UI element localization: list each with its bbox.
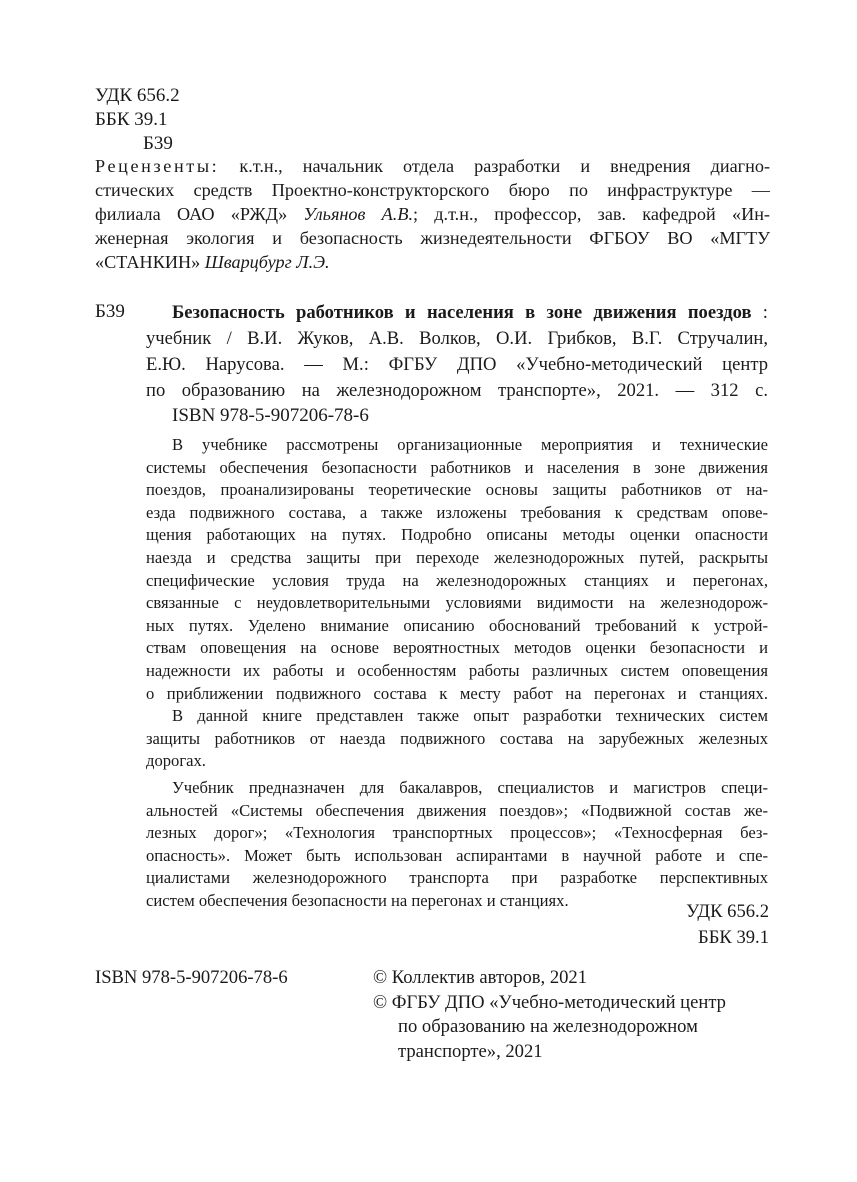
abstract-p3-line: альностей «Системы обеспечения движения поездов»; «Подвижной состав же- bbox=[146, 800, 768, 820]
book-title: Безопасность работников и населения в зоне движения поездов bbox=[172, 302, 752, 323]
copyright-publisher: © ФГБУ ДПО «Учебно-методический центр bbox=[373, 991, 726, 1013]
biblio-line-2: учебник / В.И. Жуков, А.В. Волков, О.И. Грибков, В.Г. Стручалин, bbox=[146, 328, 768, 349]
abstract-p1-line: системы обеспечения безопасности работников и населения в зоне движения bbox=[146, 457, 768, 477]
reviewer-name-2: Шварцбург Л.Э. bbox=[200, 252, 330, 272]
abstract-p1-line: надежности их работы и особенностям работы различных систем оповещения bbox=[146, 660, 768, 680]
abstract-p3-line: опасность». Может быть использован аспирантами в научной работе и спе- bbox=[146, 845, 768, 865]
copyright-publisher-cont: по образованию на железнодорожном bbox=[398, 1016, 698, 1037]
abstract-p3-line: лезных дорог»; «Технология транспортных процессов»; «Техносферная без- bbox=[146, 823, 768, 843]
reviewers-label: Рецензенты: bbox=[95, 156, 220, 176]
abstract-p1-line: о приближении подвижного состава к месту работ на перегонах и станциях. bbox=[146, 683, 768, 703]
bbk-code-bottom: ББК 39.1 bbox=[698, 927, 769, 948]
abstract-p2-line: дорогах. bbox=[146, 751, 206, 771]
abstract-p3-line: Учебник предназначен для бакалавров, специалистов и магистров специ- bbox=[172, 777, 768, 797]
abstract-block bbox=[146, 434, 768, 912]
reviewers-line-5: «СТАНКИН» Шварцбург Л.Э. bbox=[95, 252, 330, 272]
udk-bbk-footer bbox=[686, 899, 769, 951]
abstract-p1-line: специфические условия труда на железнодорожных станциях и перегонах, bbox=[146, 570, 768, 590]
abstract-p1-line: езда подвижного состава, а также изложены требования к средствам опове- bbox=[146, 502, 768, 522]
bbk-code: ББК 39.1 bbox=[95, 109, 168, 130]
biblio-title-line: Безопасность работников и населения в зоне движения поездов : bbox=[172, 302, 768, 323]
abstract-p1-line: поездов, проанализированы теоретические основы защиты работников от на- bbox=[146, 480, 768, 500]
abstract-p1-line: ствам оповещения на основе вероятностных методов оценки безопасности и bbox=[146, 638, 768, 658]
abstract-p1-line: наезда и средства защиты при переходе железнодорожных путей, раскрыты bbox=[146, 547, 768, 567]
bibliographic-record bbox=[146, 300, 768, 404]
footer-isbn: ISBN 978-5-907206-78-6 bbox=[95, 967, 288, 988]
abstract-p3-line: циалистами железнодорожного транспорта при разработке перспективных bbox=[146, 868, 768, 888]
copyright-authors: © Коллектив авторов, 2021 bbox=[373, 967, 588, 988]
reviewers-line-1: Рецензенты: к.т.н., начальник отдела разработки и внедрения диагно- bbox=[95, 156, 770, 176]
copyright-block bbox=[373, 966, 726, 1064]
abstract-p1-line: В учебнике рассмотрены организационные мероприятия и технические bbox=[172, 435, 768, 454]
biblio-line-4: по образованию на железнодорожном транспорте», 2021. — 312 с. bbox=[146, 380, 768, 401]
abstract-p1-line: связанные с неудовлетворительными условиями видимости на железнодорож- bbox=[146, 593, 768, 613]
reviewer-name-1: Ульянов А.В. bbox=[287, 204, 413, 224]
reviewers-line-4: женерная экология и безопасность жизнедеятельности ФГБОУ ВО «МГТУ bbox=[95, 228, 770, 248]
author-mark: Б39 bbox=[143, 133, 173, 154]
abstract-p2-line: защиты работников от наезда подвижного состава на зарубежных железных bbox=[146, 728, 768, 748]
reviewers-block bbox=[95, 154, 770, 274]
biblio-line-3: Е.Ю. Нарусова. — М.: ФГБУ ДПО «Учебно-методический центр bbox=[146, 354, 768, 375]
abstract-p1-line: щения работающих на путях. Подробно описаны методы оценки опасности bbox=[146, 525, 768, 545]
abstract-p3-line: систем обеспечения безопасности на перегонах и станциях. bbox=[146, 890, 569, 910]
reviewers-line-3: филиала ОАО «РЖД» Ульянов А.В.; д.т.н., профессор, зав. кафедрой «Ин- bbox=[95, 204, 770, 224]
copyright-publisher-cont: транспорте», 2021 bbox=[398, 1040, 543, 1062]
biblio-author-mark: Б39 bbox=[95, 301, 125, 322]
reviewers-line-2: стических средств Проектно-конструкторского бюро по инфраструктуре — bbox=[95, 180, 770, 200]
udk-bbk-header bbox=[95, 84, 180, 156]
udk-code-bottom: УДК 656.2 bbox=[686, 901, 769, 922]
biblio-isbn: ISBN 978-5-907206-78-6 bbox=[172, 405, 369, 426]
udk-code: УДК 656.2 bbox=[95, 85, 180, 106]
abstract-p1-line: ных путях. Уделено внимание описанию обоснований требований к устрой- bbox=[146, 615, 768, 635]
abstract-p2-line: В данной книге представлен также опыт разработки технических систем bbox=[172, 706, 768, 726]
